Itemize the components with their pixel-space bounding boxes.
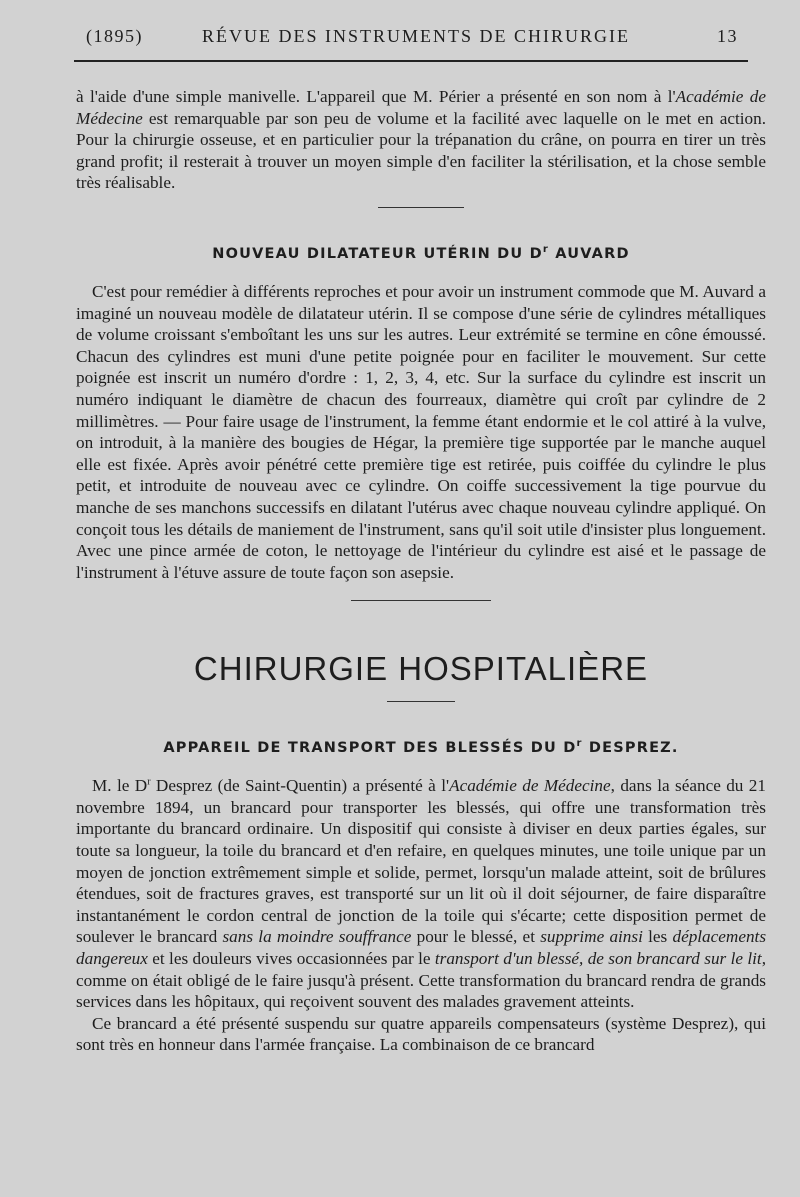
header-page-number: 13: [717, 26, 738, 46]
section-title: CHIRURGIE HOSPITALIÈRE: [193, 650, 649, 688]
appareil-heading: APPAREIL DE TRANSPORT DES BLESSÉS DU $D^r$ DESPREZ.: [163, 738, 679, 757]
section-divider: [351, 600, 491, 601]
appareil-paragraph-1: M. le $D^r$ Desprez (de Saint-Quentin) a présenté à l'Académie de Médecine, dans la séance du 21 novembre 1894, un brancard pour transporter les blessés, qui offre une transformation très importante du brancard ordinaire. Un dispositif qui consiste à diviser en deux parties égales, sur toute sa longueur, la toile du brancard et d'en refaire, en quelques minutes, une toile unique par un moyen de jonction extrêmement simple et solide, permet, lorsqu'un malade atteint, soit de brûlures étendues, soit de fractures graves, est transporté sur un lit où il doit séjourner, de faire disparaître instantanément le cordon central de jonction de la toile qui s'écarte; cette disposition permet de soulever le brancard sans la moindre souffrance pour le blessé, et supprime ainsi les déplacements dangereux et les douleurs vives occasionnées par le transport d'un blessé, de son brancard sur le lit, comme on était obligé de le faire jusqu'à présent. Cette transformation du brancard rendra de grands services dans les hôpitaux, qui reçoivent souvent des malades gravement atteints.: [76, 776, 767, 1012]
intro-paragraph: à l'aide d'une simple manivelle. L'appareil que M. Périer a présenté en son nom à l'Académie de Médecine est remarquable par son peu de volume et la facilité avec laquelle on le met en action. Pour la chirurgie osseuse, et en particulier pour la trépanation du crâne, on pourra en tirer un très grand profit; il resterait à trouver un moyen simple d'en faciliter la stérilisation, et la chose semble très réalisable.: [76, 87, 767, 193]
header-journal-title: RÉVUE DES INSTRUMENTS DE CHIRURGIE: [202, 26, 630, 46]
dilatateur-heading: NOUVEAU DILATATEUR UTÉRIN DU $D^r$ AUVARD: [212, 244, 630, 262]
appareil-paragraph-2: Ce brancard a été présenté suspendu sur quatre appareils compensateurs (système Desprez), qui sont très en honneur dans l'armée française. La combinaison de ce brancard: [76, 1013, 766, 1055]
page-body: [76, 86, 766, 1056]
running-header: [86, 26, 738, 50]
dilatateur-paragraph: C'est pour remédier à différents reproches et pour avoir un instrument commode que M. Auvard a imaginé un nouveau modèle de dilatateur utérin. Il se compose d'une série de cylindres métalliques de volume croissant s'emboîtant les uns sur les autres. Leur extrémité se termine en cône émoussé. Chacun des cylindres est muni d'une petite poignée pour en faciliter le mouvement. Sur cette poignée est inscrit un numéro d'ordre : 1, 2, 3, 4, etc. Sur la surface du cylindre est inscrit un numéro indiquant le diamètre de chacun des fourreaux, diamètre qui croît par cylindre de 2 millimètres. — Pour faire usage de l'instrument, la femme étant endormie et le col attiré à la vulve, on introduit, à la manière des bougies de Hégar, la première tige supportée par le manche auquel elle est fixée. Après avoir pénétré cette première tige est retirée, puis coiffée du cylindre le plus petit, et introduite de nouveau avec ce cylindre. On coiffe successivement la tige pourvue du manche de ses manchons successifs en dilatant l'utérus avec chaque nouveau cylindre appliqué. On conçoit tous les détails de maniement de l'instrument, sans qu'il soit utile d'insister plus longuement. Avec une pince armée de coton, le nettoyage de l'intérieur du cylindre est aisé et le passage de l'instrument à l'étuve assure de toute façon son asepsie.: [76, 281, 766, 582]
header-year: (1895): [86, 26, 143, 46]
header-rule: [74, 60, 748, 62]
section-divider: [378, 207, 464, 208]
title-underline: [387, 701, 455, 702]
